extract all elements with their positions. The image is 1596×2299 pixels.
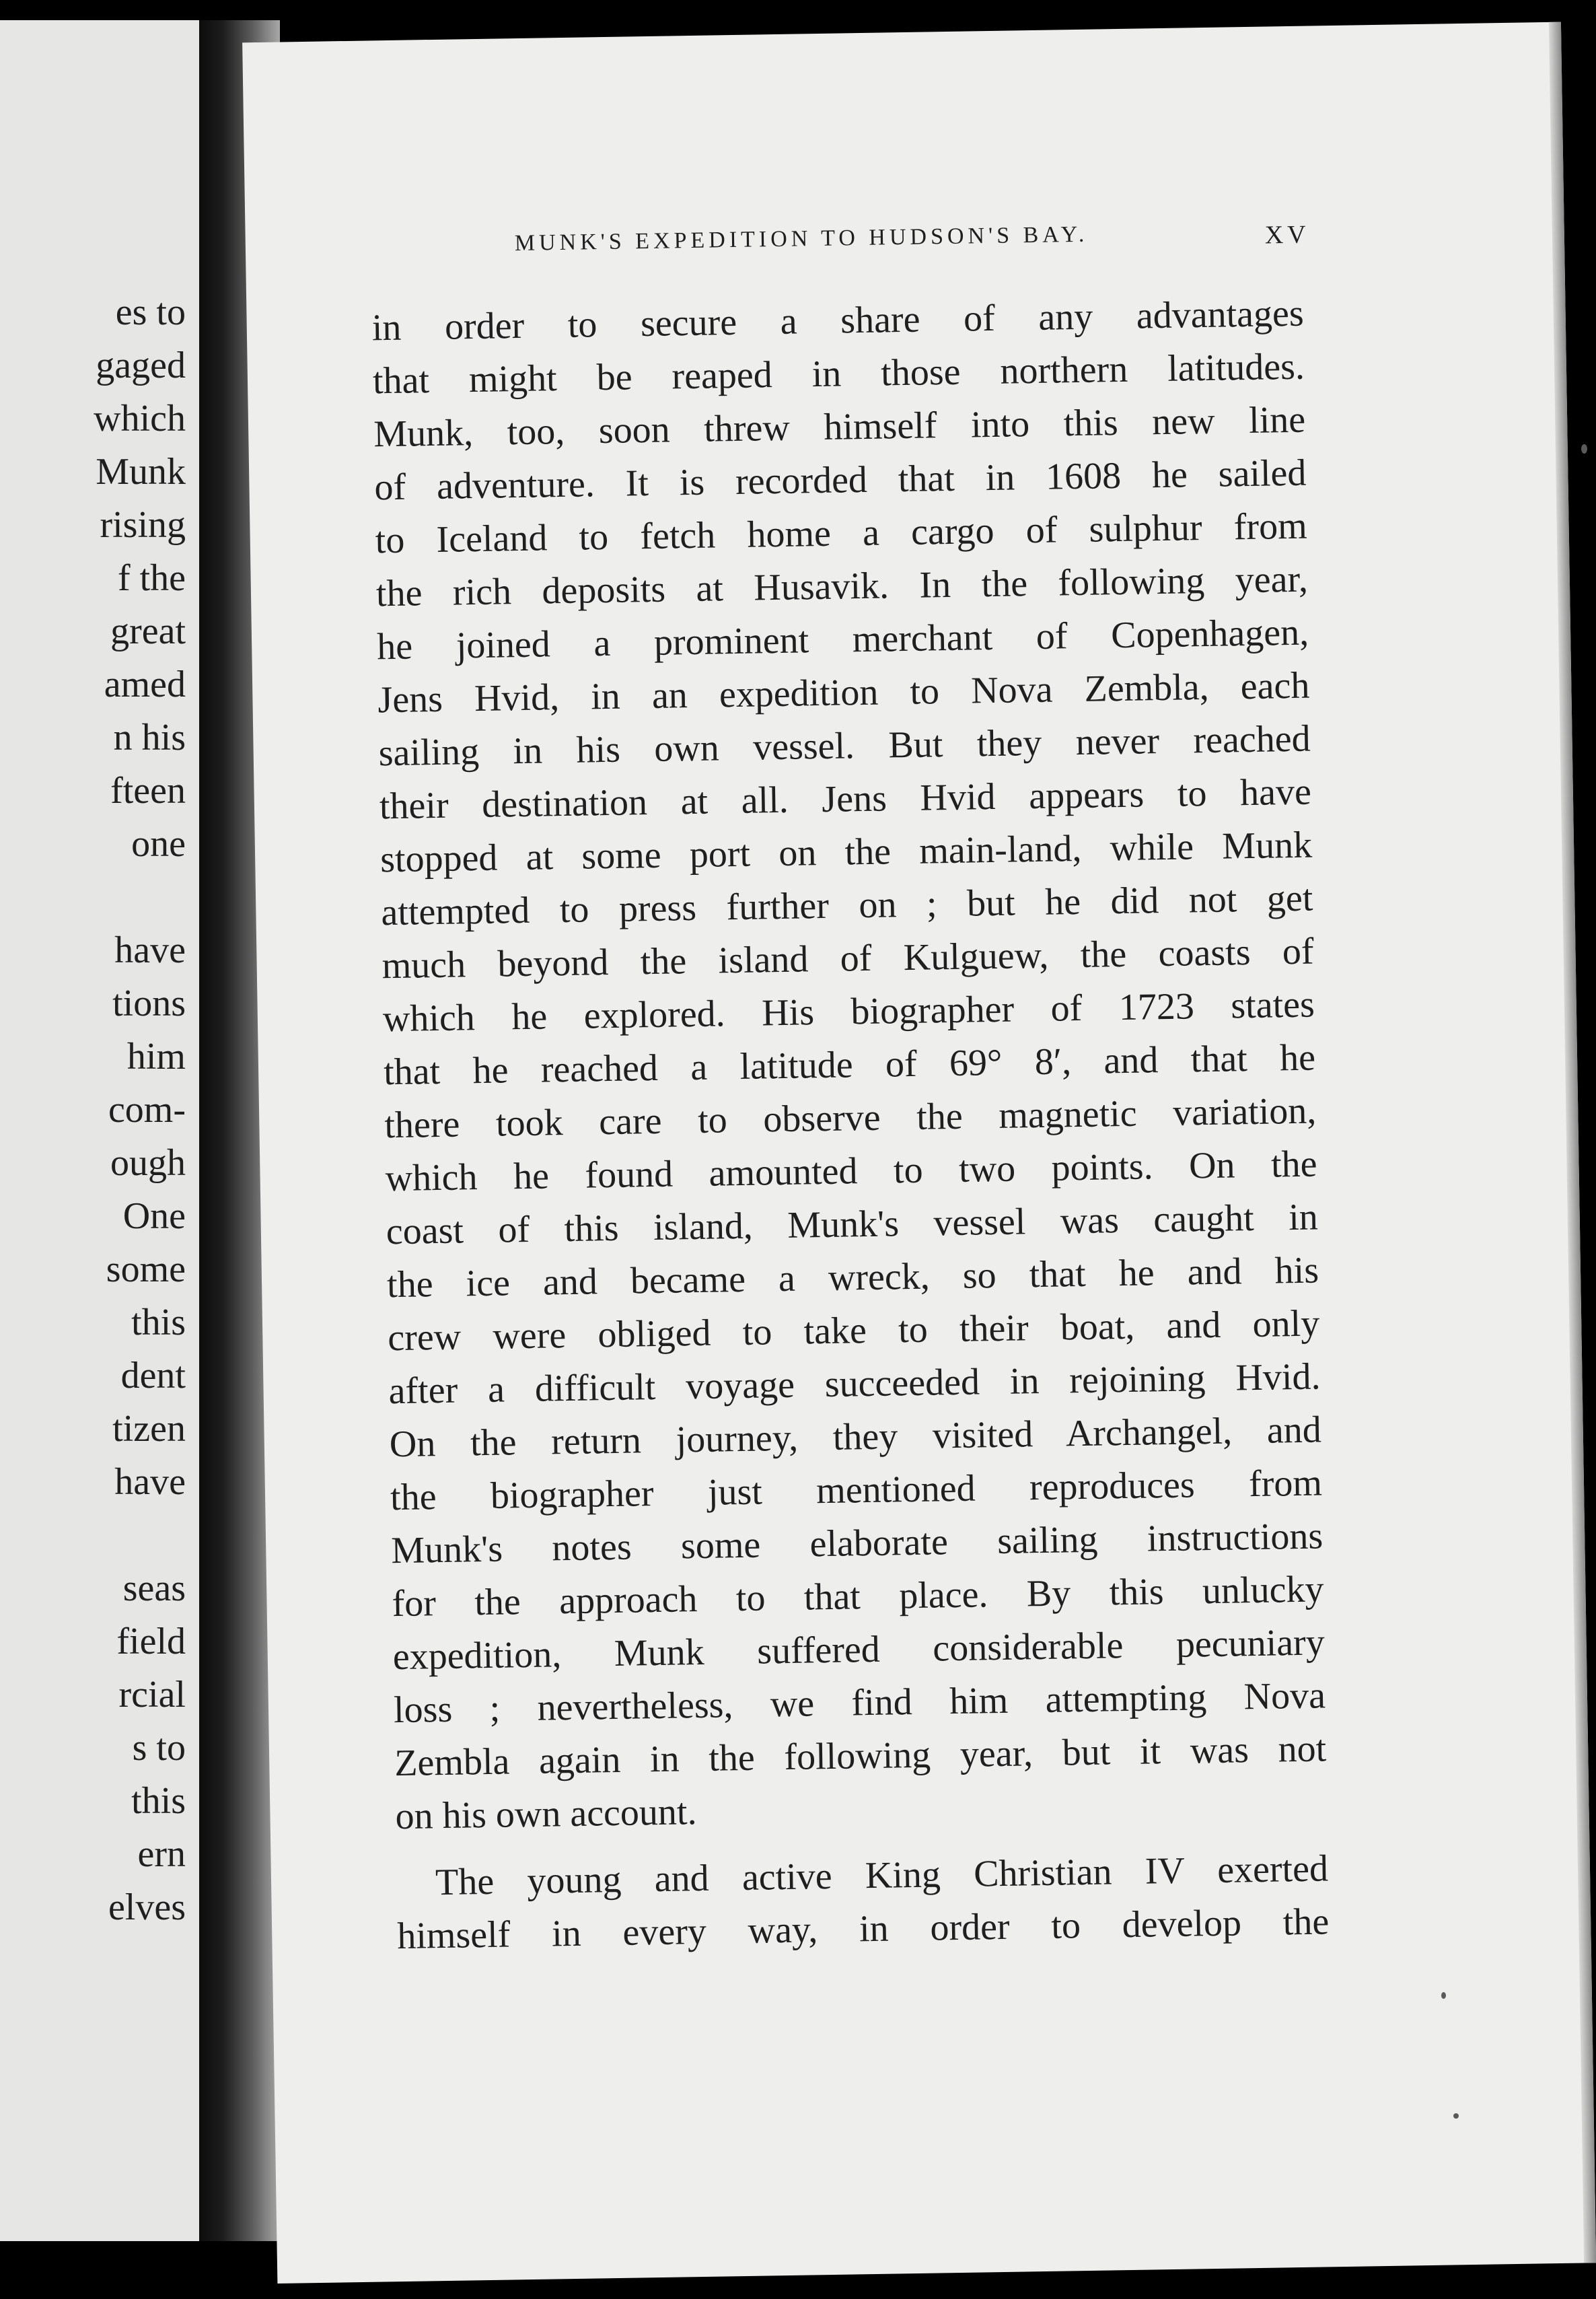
left-line: f the: [117, 557, 186, 599]
left-line: One: [122, 1195, 186, 1237]
text-line: that he reached a latitude of 69° 8′, and that he: [383, 1036, 1316, 1094]
text-line: the rich deposits at Husavik. In the following year,: [375, 558, 1309, 615]
text-line: much beyond the island of Kulguew, the coasts of: [382, 930, 1315, 987]
text-line: that might be reaped in those northern latitudes.: [372, 345, 1305, 402]
body-text: [371, 287, 1330, 1963]
text-line: which he explored. His biographer of 1723 states: [382, 983, 1315, 1040]
left-line: seas: [122, 1567, 186, 1609]
text-line: attempted to press further on ; but he did not get: [380, 877, 1313, 934]
left-line: amed: [104, 664, 186, 705]
running-head: MUNK'S EXPEDITION TO HUDSON'S BAY.: [514, 221, 1089, 256]
left-line: this: [131, 1780, 186, 1822]
text-line: there took care to observe the magnetic variation,: [384, 1090, 1317, 1147]
text-line: loss ; nevertheless, we find him attempting Nova: [393, 1674, 1326, 1732]
left-line: ern: [137, 1833, 186, 1875]
scan-speck: [1453, 2113, 1459, 2119]
text-line: crew were obliged to take to their boat, and only: [387, 1302, 1320, 1359]
left-line: dent: [120, 1355, 186, 1396]
text-line: to Iceland to fetch home a cargo of sulphur from: [375, 505, 1308, 562]
left-facing-page: [0, 20, 199, 2241]
left-line: gaged: [96, 345, 186, 386]
page-edge: [1549, 22, 1596, 2263]
paragraph: [396, 1842, 1329, 1963]
text-line: Jens Hvid, in an expedition to Nova Zembla, each: [377, 664, 1310, 721]
left-line: tions: [112, 983, 186, 1024]
text-line: in order to secure a share of any advantages: [371, 292, 1305, 349]
text-line: Munk, too, soon threw himself into this new line: [373, 398, 1306, 456]
text-line: for the approach to that place. By this unlucky: [392, 1568, 1324, 1625]
left-line: s to: [132, 1727, 186, 1769]
text-line: himself in every way, in order to develop the: [396, 1901, 1330, 1958]
left-line: fteen: [110, 770, 186, 812]
left-line: some: [106, 1248, 186, 1290]
left-line: have: [114, 929, 186, 971]
text-line: The young and active King Christian IV exerted: [435, 1847, 1329, 1904]
text-line: Munk's notes some elaborate sailing instructions: [390, 1515, 1323, 1572]
scan-speck: [1581, 444, 1587, 454]
left-line: which: [94, 398, 186, 439]
left-line: great: [110, 610, 186, 652]
left-line: have: [114, 1461, 186, 1503]
left-line: es to: [115, 291, 186, 333]
left-page-text: [0, 286, 186, 1934]
left-line: ough: [110, 1142, 186, 1184]
text-line: after a difficult voyage succeeded in rejoining Hvid.: [388, 1355, 1321, 1413]
scan-speck: [1441, 1992, 1446, 1999]
left-line: him: [126, 1036, 186, 1077]
left-line: one: [131, 823, 186, 865]
text-line: Zembla again in the following year, but it was not: [394, 1728, 1327, 1785]
text-line: the biographer just mentioned reproduces from: [390, 1462, 1323, 1519]
text-line: their destination at all. Jens Hvid appears to have: [379, 771, 1312, 828]
text-line: which he found amounted to two points. On the: [385, 1143, 1317, 1200]
text-line: expedition, Munk suffered considerable pecuniary: [392, 1621, 1326, 1678]
left-line: [0, 871, 186, 924]
left-line: field: [116, 1621, 186, 1662]
left-line: [0, 1509, 186, 1562]
left-line: com-: [108, 1089, 186, 1131]
paragraph: [371, 287, 1328, 1843]
text-line: stopped at some port on the main-land, while Munk: [379, 824, 1313, 881]
left-line: rcial: [118, 1674, 186, 1716]
left-line: n his: [113, 717, 186, 758]
text-line: the ice and became a wreck, so that he and his: [386, 1249, 1319, 1306]
text-line: of adventure. It is recorded that in 1608 he sailed: [374, 452, 1307, 509]
left-line: elves: [108, 1886, 186, 1928]
left-line: tizen: [112, 1408, 186, 1450]
left-line: this: [131, 1302, 186, 1343]
left-line: Munk: [96, 451, 186, 493]
text-line: On the return journey, they visited Archangel, and: [389, 1409, 1322, 1466]
text-line: sailing in his own vessel. But they never reached: [378, 717, 1311, 775]
text-line: coast of this island, Munk's vessel was caught in: [386, 1196, 1319, 1253]
text-line: he joined a prominent merchant of Copenhagen,: [376, 611, 1309, 668]
main-page: [242, 22, 1596, 2284]
text-line: on his own account.: [395, 1791, 697, 1838]
page-number: XV: [1264, 220, 1311, 250]
left-line: rising: [100, 504, 186, 546]
